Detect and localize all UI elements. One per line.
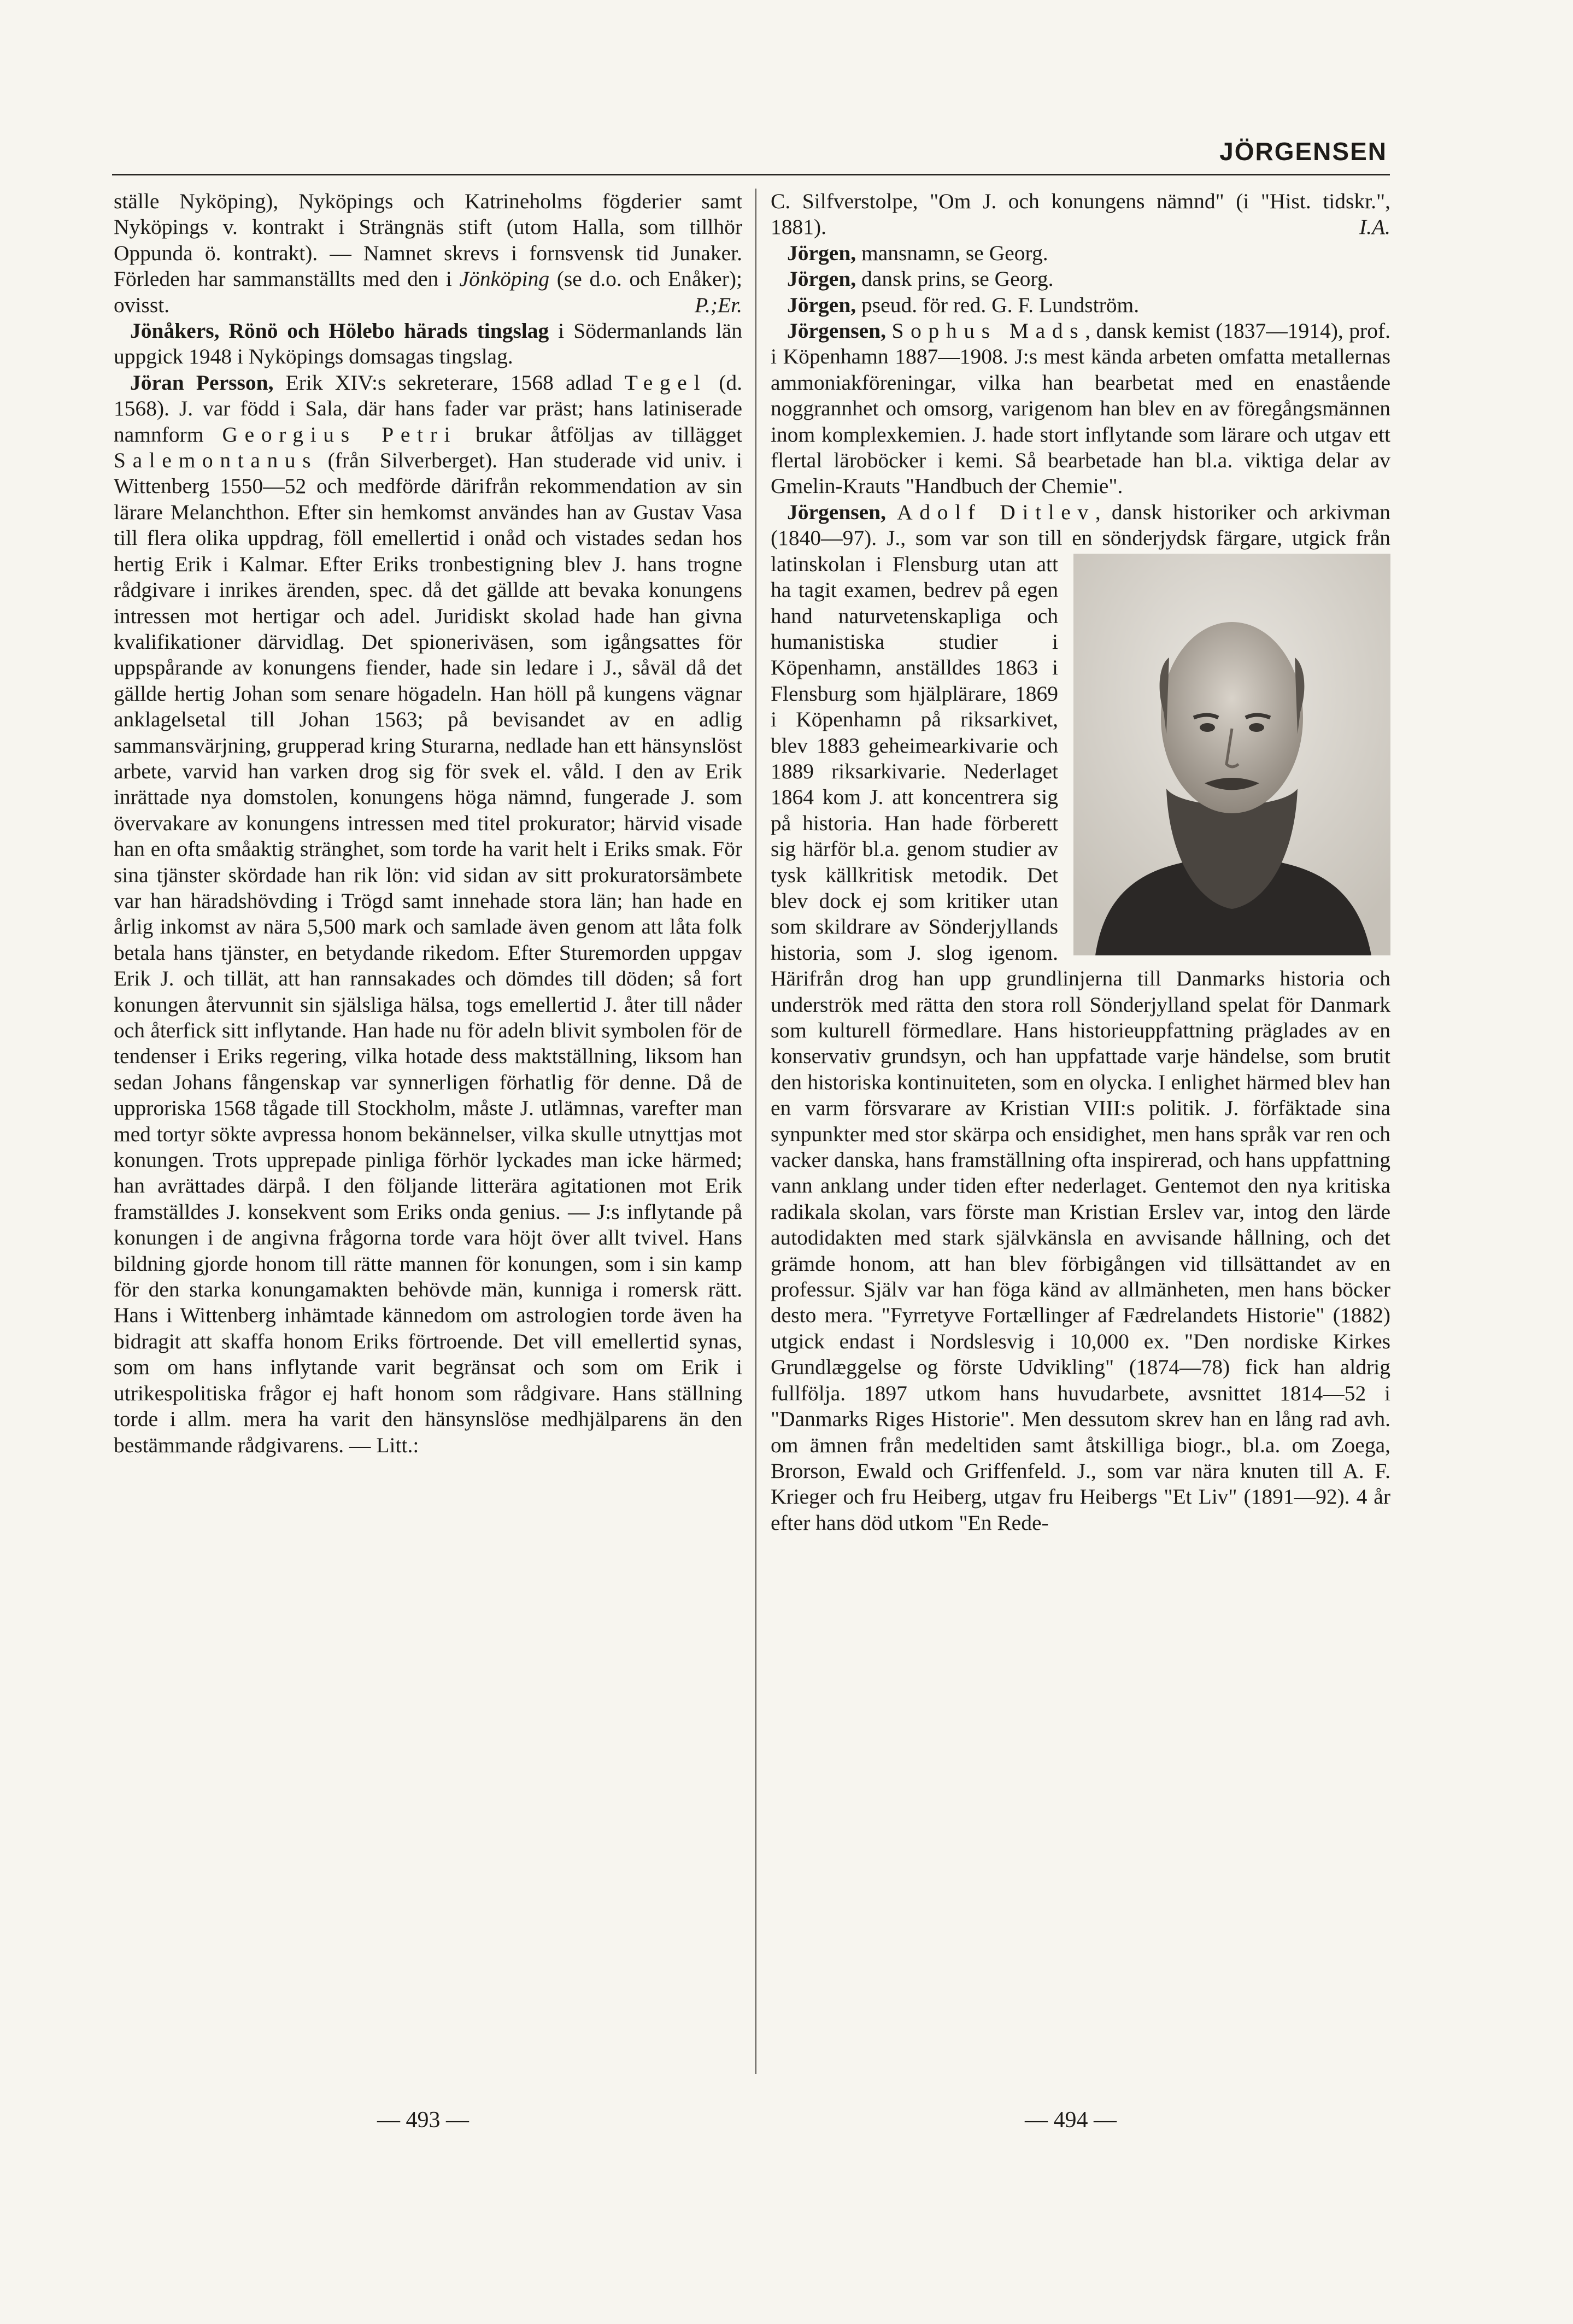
entry-jorgen-prince: Jörgen, dansk prins, se Georg. [787, 267, 1054, 291]
entry-text-continued: Flensburg utan att ha tagit examen, bedrev på egen hand naturvetenskapliga och humanistiska studier i Köpenhamn, anställdes 1863 i Flensburg som hjälplärare, 1869 i Köpenhamn på riksarkivet, blev 1883 geheimearkivarie och 1889 riksarkivarie. Nederlaget 1864 kom J. att koncentrera sig på historia. Han hade förberett sig härför bl.a. genom studier av tysk källkritisk metodik. Det blev dock ej som kritiker utan som skildrare av Sönderjyllands historia, som J. slog igenom. Härifrån drog han upp grundlinjerna till Danmarks historia och underströk med rätta den stora roll Sönderjylland spelat för Danmark som kulturell förmedlare. Hans historieuppfattning präglades av en konservativ grundsyn, och han uppfattade varje händelse, som brutit den historiska kontinuiteten, som en olycka. I enlighet härmed blev han en varm försvarare av Kristian VIII:s politik. J. förfäktade sina synpunkter med stor skärpa och ensidighet, men hans språk var ren och vacker danska, hans framställning ofta inspirerad, och hans uppfattning vann anklang under tiden efter nederlaget. Gentemot den nya kritiska radikala skolan, vars förste man Kristian Erslev var, intog den lärde autodidakten med stark självkänsla en avvisande hållning, och det grämde honom, att han blev förbigången vid tillsättandet av en professur. Själv var han föga känd av allmänheten, men hans böcker desto mera. "Fyrretyve Fortællinger af Fædrelandets Historie" (1882) utgick endast i Nordslesvig i 10,000 ex. "Den nordiske Kirkes Grundlæggelse og förste Udvikling" (1874—78) fick han aldrig fullfölja. 1897 utkom hans huvudarbete, avsnittet 1814—52 i "Danmarks Riges Historie". Men dessutom skrev han en lång rad avh. om ämnen från medeltiden samt åtskilliga biogr., bl.a. om Zoega, Brorson, Ewald och Griffenfeld. J., som var nära knuten till A. F. Krieger och fru Heiberg, utgav fru Heibergs "Et Liv" (1891—92). 4 år efter hans död utkom "En Rede- [771, 551, 1390, 1535]
author-signature: P.;Er. [694, 292, 742, 317]
running-head: JÖRGENSEN [1219, 137, 1387, 166]
headword: Jörgensen, [787, 319, 887, 343]
headword: Jörgensen, [787, 500, 887, 524]
entry-sophus-jorgensen: Jörgensen, Sophus Mads, dansk kemist (1837—1914), prof. i Köpenhamn 1887—1908. J:s mest kända arbeten omfatta metallernas ammoniakföreningar, vilka han bearbetat med en enastående noggrannhet och omsorg, varigenom han blev en av föregångsmännen inom komplexkemien. J. hade stort inflytande som lärare och utgav ett flertal läroböcker i kemi. Så bearbetade han bl.a. viktiga delar av Gmelin-Krauts "Handbuch der Chemie". [771, 319, 1390, 498]
entry-jorgen-name: Jörgen, mansnamn, se Georg. [787, 240, 1048, 265]
page-number-right: — 494 — [1025, 2108, 1117, 2133]
page-number-left: — 493 — [377, 2108, 469, 2133]
entry-joran-persson: Jöran Persson, Erik XIV:s sekreterare, 1568 adlad Tegel (d. 1568). J. var född i Sala, där hans fader var präst; hans latiniserade namnform Georgius Petri brukar åtföljas av tillägget Salemontanus (från Silverberget). Han studerade vid univ. i Wittenberg 1550—52 och medförde därifrån rekommendation av sin lärare Melanchthon. Efter sin hemkomst användes han av Gustav Vasa till flera olika uppdrag, föll emellertid i onåd och vistades sedan hos hertig Erik i Kalmar. Efter Eriks tronbestigning blev J. hans trogne rådgivare i inrikes ärenden, spec. då det gällde att bevaka konungens intressen mot hertigar och adel. Juridiskt skolad hade han givna kvalifikationer därvidlag. Det spioneriväsen, som igångsattes för uppspårande av konungens fiender, hade sin ledare i J., såväl då det gällde hertig Johan som senare högadeln. Han höll på kungens vägnar anklagelsetal till Johan 1563; på bevisandet av en adlig sammansvärjning, grupperad kring Sturarna, nedlade han ett hänsynslöst arbete, varvid han varken drog sig för svek el. våld. I den av Erik inrättade nya domstolen, konungens höga nämnd, fungerade J. som övervakare av konungens intressen med titel prokurator; härvid visade han en ofta småaktig stränghet, som torde ha varit helt i Eriks smak. För sina tjänster skördade han rik lön: vid sidan av sitt prokuratorsämbete var han häradshövding i Trögd samt innehade stora län; han hade en årlig inkomst av nära 5,500 mark och samlade även genom att låta folk betala hans tjänster, en betydande rikedom. Efter Sturemorden uppgav Erik J. och tillät, att han rannsakades och dömdes till döden; så fort konungen återvunnit sin själsliga hälsa, togs emellertid J. åter till nåder och återfick sitt inflytande. Han hade nu för adeln blivit symbolen för de tendenser i Eriks regering, vilka hotade dess maktställning, liksom han sedan Johans fångenskap var synnerligen förhatlig för denne. Då de upproriska 1568 tågade till Stockholm, måste J. utlämnas, varefter man med tortyr sökte avpressa honom bekännelser, vilka skulle utnyttjas mot konungen. Trots upprepade pinliga förhör lyckades man icke härmed; han avrättades därpå. I den följande litterära agitationen mot Erik framställdes J. konsekvent som Eriks onda genius. — J:s inflytande på konungen i de angivna frågorna torde vara höjt över allt tvivel. Hans bildning gjorde honom till rätte mannen för konungen, som i sin kamp för den starka konungamakten behövde män, kunniga i romersk rätt. Hans i Wittenberg inhämtade kännedom om astrologien torde även ha bidragit att skaffa honom Eriks förtroende. Det vill emellertid synas, som om hans inflytande varit begränsat och som om Erik i utrikespolitiska frågor ej haft honom som rådgivare. Hans ställning torde i allm. mera ha varit den hänsynslöse medhjälparens än den bestämmande rådgivarens. — Litt.: [114, 370, 743, 1457]
portrait-photo-icon [1073, 554, 1390, 955]
entry-jonakers: Jönåkers, Rönö och Hölebo härads tingslag i Södermanlands län uppgick 1948 i Nyköpings domsagas tingslag. [114, 319, 742, 369]
author-signature: I.A. [1359, 215, 1390, 239]
headword: Jörgen, [787, 267, 856, 291]
entry-adolf-jorgensen: Jörgensen, Adolf Ditlev, dansk historiker och arkivman (1840—97). J., som var son till en sönderjydsk färgare, utgick från latinskolan i Flensburg utan att ha tagit examen, bedrev på egen hand naturvetenskapliga och humanistiska studier i Köpenhamn, anställdes 1863 i Flensburg som hjälplärare, 1869 i Köpenhamn på riksarkivet, blev 1883 geheimearkivarie och 1889 riksarkivarie. Nederlaget 1864 kom J. att koncentrera sig på historia. Han hade förberett sig härför bl.a. genom studier av tysk källkritisk metodik. Det blev dock ej som kritiker utan som skildrare av Sönderjyllands historia, som J. slog igenom. Härifrån drog han upp grundlinjerna till Danmarks historia och underströk med rätta den stora roll Sönderjylland spelat för Danmark som kulturell förmedlare. Hans historieuppfattning präglades av en konservativ grundsyn, och han uppfattade varje händelse, som brutit den historiska kontinuiteten, som en olycka. I enlighet härmed blev han en varm försvarare av Kristian VIII:s politik. J. förfäktade sina synpunkter med stor skärpa och ensidighet, men hans språk var ren och vacker danska, hans framställning ofta inspirerad, och hans uppfattning vann anklang under tiden efter nederlaget. Gentemot den nya kritiska radikala skolan, vars förste man Kristian Erslev var, intog den lärde autodidakten med stark självkänsla en avvisande hållning, och det grämde honom, att han blev förbigången vid tillsättandet av en professur. Själv var han föga känd av allmänheten, men hans böcker desto mera. "Fyrretyve Fortællinger af Fædrelandets Historie" (1882) utgick endast i Nordslesvig i 10,000 ex. "Den nordiske Kirkes Grundlæggelse og förste Udvikling" (1874—78) fick han aldrig fullfölja. 1897 utkom hans huvudarbete, avsnittet 1814—52 i "Danmarks Riges Historie". Men dessutom skrev han en lång rad avh. om ämnen från medeltiden samt åtskilliga biogr., bl.a. om Zoega, Brorson, Ewald och Griffenfeld. J., som var nära knuten till A. F. Krieger och fru Heiberg, utgav fru Heibergs "Et Liv" (1891—92). 4 år efter hans död utkom "En Rede- [771, 500, 1390, 1535]
left-column [114, 189, 742, 1458]
header-rule [112, 174, 1390, 175]
headword: Jörgen, [787, 292, 856, 317]
entry-jorgen-pseud: Jörgen, pseud. för red. G. F. Lundström. [787, 292, 1140, 317]
entry-continuation: ställe Nyköping), Nyköpings och Katrineholms fögderier samt Nyköpings v. kontrakt i Strängnäs stift (utom Halla, som tillhör Oppunda ö. kontrakt). — Namnet skrevs i fornsvensk tid Junaker. Förleden har sammanställts med den i Jönköping (se d.o. och Enåker); ovisst. P.;Er. [114, 189, 742, 318]
column-divider [755, 189, 756, 2074]
headword: Jörgen, [787, 240, 856, 265]
right-column [771, 189, 1390, 1536]
headword: Jöran Persson, [130, 370, 274, 395]
headword: Jönåkers, Rönö och Hölebo härads tingslag [130, 319, 549, 343]
entry-continuation: C. Silfverstolpe, "Om J. och konungens nämnd" (i "Hist. tidskr.", 1881). I.A. [771, 189, 1390, 240]
